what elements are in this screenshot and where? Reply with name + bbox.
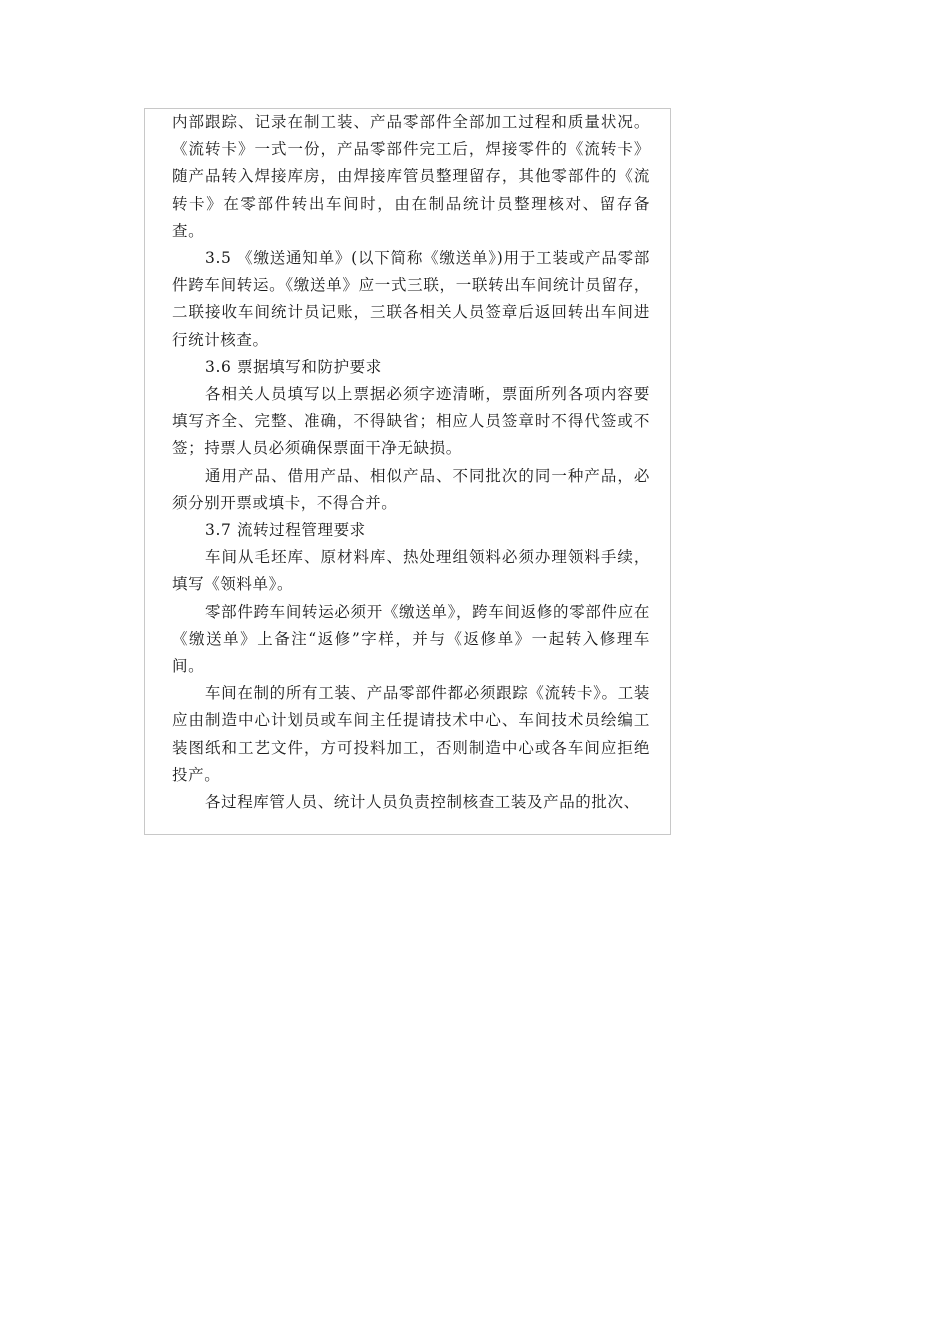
paragraph-4: 各相关人员填写以上票据必须字迹清晰，票面所列各项内容要填写齐全、完整、准确，不得缺省；相应人员签章时不得代签或不签；持票人员必须确保票面干净无缺损。 — [172, 385, 650, 458]
paragraph-1: 内部跟踪、记录在制工装、产品零部件全部加工过程和质量状况。《流转卡》一式一份，产品零部件完工后，焊接零件的《流转卡》随产品转入焊接库房，由焊接库管员整理留存，其他零部件的《流转卡》在零部件转出车间时，由在制品统计员整理核对、留存备查。 — [172, 113, 650, 240]
document-body — [172, 109, 650, 816]
paragraph-2: 3.5 《缴送通知单》(以下简称《缴送单》)用于工装或产品零部件跨车间转运。《缴送单》应一式三联，一联转出车间统计员留存，二联接收车间统计员记账，三联各相关人员签章后返回转出车间进行统计核查。 — [172, 249, 650, 349]
paragraph-10: 各过程库管人员、统计人员负责控制核查工装及产品的批次、 — [205, 793, 640, 812]
section-heading-3-6: 3.6 票据填写和防护要求 — [205, 357, 382, 376]
paragraph-7: 车间从毛坯库、原材料库、热处理组领料必须办理领料手续，填写《领料单》。 — [172, 548, 650, 594]
paragraph-8: 零部件跨车间转运必须开《缴送单》，跨车间返修的零部件应在《缴送单》上备注“返修”字样，并与《返修单》一起转入修理车间。 — [172, 602, 650, 676]
paragraph-5: 通用产品、借用产品、相似产品、不同批次的同一种产品，必须分别开票或填卡，不得合并。 — [172, 466, 650, 512]
document-page — [144, 108, 671, 835]
paragraph-9: 车间在制的所有工装、产品零部件都必须跟踪《流转卡》。工装应由制造中心计划员或车间主任提请技术中心、车间技术员绘编工装图纸和工艺文件，方可投料加工，否则制造中心或各车间应拒绝投产。 — [172, 684, 650, 784]
section-heading-3-7: 3.7 流转过程管理要求 — [205, 521, 366, 540]
